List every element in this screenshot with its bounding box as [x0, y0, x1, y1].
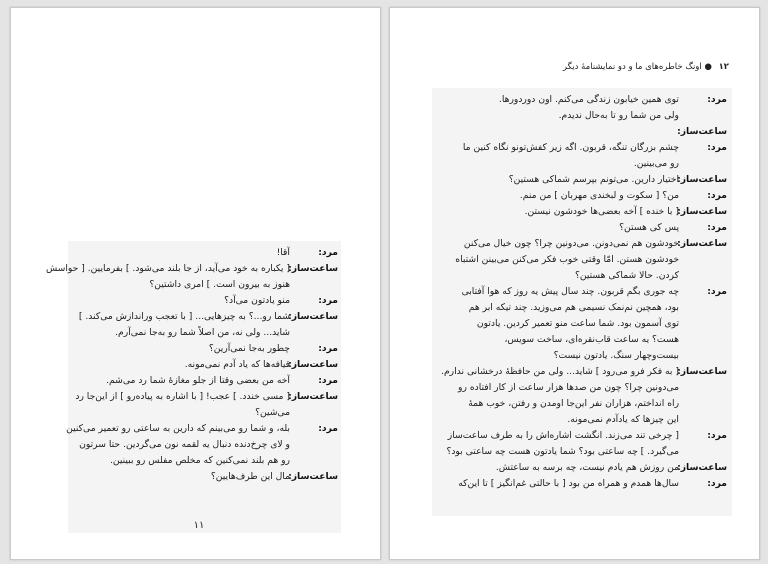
- speaker-label: مرد:: [707, 94, 727, 105]
- dialogue-turn: [437, 220, 727, 236]
- speaker-label: مرد:: [707, 478, 727, 489]
- dialogue-line: می‌گیرد. ] چه ساعتی بود؟ شما یادتون هست چه ساعتی بود؟: [446, 446, 679, 457]
- dialogue-line: من روزش هم یادم نیست، چه برسه به ساعتش.: [495, 462, 679, 473]
- speaker-label: ساعت‌ساز:: [288, 359, 338, 370]
- speaker-label: ساعت‌ساز:: [677, 126, 727, 137]
- speaker-label: ساعت‌ساز:: [288, 263, 338, 274]
- dialogue-line: توی آسمون بود. شما ساعت منو تعمیر کردین. یادتون: [476, 318, 679, 329]
- dialogue-line: چه جوری بگم قربون. چند سال پیش یه روز که هوا آفتابی: [461, 286, 679, 297]
- speaker-label: مرد:: [707, 286, 727, 297]
- speaker-label: مرد:: [707, 222, 727, 233]
- dialogue-line: آخه من بعضی وقتا از جلو مغازهٔ شما رد می‌شم.: [106, 375, 290, 386]
- dialogue-line: پس کی هستن؟: [619, 222, 679, 233]
- dialogue-text: [437, 220, 679, 236]
- dialogue-line: هست؟ یه ساعت قاب‌نقره‌ای، ساخت سویس،: [504, 334, 679, 345]
- dialogue-text: [66, 421, 290, 469]
- speaker-label: ساعت‌ساز:: [677, 462, 727, 473]
- page-number: ۱۱: [193, 520, 205, 531]
- speaker-label: ساعت‌ساز:: [288, 391, 338, 402]
- dialogue-turn: [437, 204, 727, 220]
- dialogue-turn: [73, 373, 338, 389]
- dialogue-line: [ به فکر فرو می‌رود ] شاید... ولی من حافظهٔ درخشانی ندارم.: [441, 366, 679, 377]
- dialogue-turn: [73, 389, 338, 421]
- dialogue-line: چطور به‌جا نمی‌آرین؟: [208, 343, 290, 354]
- dialogue-turn: [73, 309, 338, 341]
- dialogue-line: منو یادتون می‌آد؟: [224, 295, 290, 306]
- dialogue-turn: [437, 92, 727, 124]
- dialogue-line: من؟ [ سکوت و لبخندی مهربان ] من منم.: [519, 190, 679, 201]
- dialogue-turn: [437, 476, 727, 492]
- dialogue-text: [73, 389, 290, 421]
- dialogue-text: [437, 92, 679, 124]
- dialogue-turn: [437, 172, 727, 188]
- dialogue-line: سال‌ها همدم و همراه من بود [ با حالتی غم‌انگیز ] تا این‌که: [458, 478, 679, 489]
- dialogue-turn: [73, 341, 338, 357]
- dialogue-turn: [437, 140, 727, 172]
- page-number: ۱۲: [718, 62, 729, 72]
- dialogue-line: [ با خنده ] آخه بعضی‌ها خودشون نیستن.: [524, 206, 679, 217]
- dialogue-text: [437, 284, 679, 364]
- separator-dot: ●: [704, 62, 712, 72]
- dialogue-line: ولی من شما رو تا به‌حال ندیدم.: [558, 110, 679, 121]
- speaker-label: مرد:: [707, 430, 727, 441]
- dialogue-text: [437, 236, 679, 284]
- dialogue-line: بله، و شما رو می‌بینم که دارین به ساعتی رو تعمیر می‌کنین: [66, 423, 290, 434]
- dialogue-block: [45, 245, 338, 485]
- speaker-label: ساعت‌ساز:: [288, 311, 338, 322]
- dialogue-text: [73, 293, 290, 309]
- speaker-label: مرد:: [318, 343, 338, 354]
- dialogue-line: بیست‌وچهار سنگ. یادتون نیست؟: [553, 350, 679, 361]
- dialogue-block: [437, 92, 727, 492]
- dialogue-line: خودشون هم نمی‌دونن. می‌دونین چرا؟ چون خیال می‌کنن: [463, 238, 679, 249]
- speaker-label: مرد:: [707, 190, 727, 201]
- left-page: [10, 7, 381, 560]
- dialogue-text: [437, 172, 679, 188]
- dialogue-line: بود، همچین نم‌نمک نسیمی هم می‌وزید. چند تیکه ابر هم: [468, 302, 679, 313]
- running-head: [563, 62, 729, 72]
- dialogue-line: [ چرخی تند می‌زند. انگشت اشاره‌اش را به طرف ساعت‌ساز: [447, 430, 679, 441]
- dialogue-text: [437, 124, 679, 140]
- dialogue-turn: [437, 460, 727, 476]
- dialogue-line: کردن. حالا شماکی هستین؟: [575, 270, 679, 281]
- dialogue-text: [437, 460, 679, 476]
- dialogue-line: قیافه‌ها که یاد آدم نمی‌مونه.: [184, 359, 290, 370]
- dialogue-line: راه انداختم، هزاران نفر این‌جا اومدن و رفتن، خوب همهٔ: [468, 398, 679, 409]
- dialogue-line: [ مسی خندد. ] عجب! [ با اشاره به پیاده‌رو ] از این‌جا رد: [75, 391, 290, 402]
- dialogue-turn: [437, 124, 727, 140]
- speaker-label: ساعت‌ساز:: [677, 238, 727, 249]
- dialogue-text: [437, 476, 679, 492]
- dialogue-line: [ یکباره به خود می‌آید، از جا بلند می‌شود. ] بفرمایین. [ حواسش: [45, 263, 290, 274]
- dialogue-turn: [73, 293, 338, 309]
- dialogue-text: [73, 373, 290, 389]
- dialogue-turn: [437, 236, 727, 284]
- speaker-label: مرد:: [318, 247, 338, 258]
- dialogue-text: [46, 261, 290, 293]
- dialogue-line: مال این طرف‌هایین؟: [210, 471, 290, 482]
- dialogue-text: [73, 245, 290, 261]
- dialogue-line: این چیزها که یادآدم نمی‌مونه.: [567, 414, 679, 425]
- dialogue-turn: [73, 469, 338, 485]
- speaker-label: مرد:: [318, 295, 338, 306]
- dialogue-turn: [45, 261, 338, 293]
- dialogue-turn: [73, 357, 338, 373]
- dialogue-line: توی همین خیابون زندگی می‌کنم. اون دوردورها.: [498, 94, 679, 105]
- dialogue-text: [437, 204, 679, 220]
- speaker-label: مرد:: [318, 423, 338, 434]
- speaker-label: ساعت‌ساز:: [677, 174, 727, 185]
- dialogue-text: [73, 309, 290, 341]
- dialogue-line: هنوز به بیرون است. ] امری داشتین؟: [149, 279, 290, 290]
- dialogue-turn: [437, 428, 727, 460]
- dialogue-line: و لای چرخ‌دنده دنبال یه لقمه نون می‌گردین. حتا سرتون: [79, 439, 290, 450]
- dialogue-text: [437, 188, 679, 204]
- dialogue-line: شما رو...؟ به چیزهایی... [ با تعجب ورانداز‌ش می‌کند. ]: [78, 311, 290, 322]
- speaker-label: ساعت‌ساز:: [677, 366, 727, 377]
- dialogue-text: [437, 428, 679, 460]
- speaker-label: ساعت‌ساز:: [677, 206, 727, 217]
- dialogue-line: چشم بزرگان تنگه، قربون. اگه زیر کفش‌تونو نگاه کنین ما: [462, 142, 679, 153]
- dialogue-turn: [73, 245, 338, 261]
- speaker-label: مرد:: [318, 375, 338, 386]
- speaker-label: ساعت‌ساز:: [288, 471, 338, 482]
- dialogue-line: می‌دونین چرا؟ چون من صدها هزار ساعت از کار افتاده رو: [458, 382, 679, 393]
- dialogue-turn: [437, 364, 727, 428]
- dialogue-turn: [66, 421, 338, 469]
- dialogue-line: آقا!: [276, 247, 290, 258]
- dialogue-line: رو می‌بینین.: [633, 158, 679, 169]
- dialogue-turn: [437, 188, 727, 204]
- dialogue-line: رو هم بلند نمی‌کنین که مخلص مفلس رو ببینین.: [109, 455, 290, 466]
- dialogue-text: [73, 469, 290, 485]
- dialogue-line: شاید... ولی نه، من اصلاً شما رو به‌جا نمی‌آرم.: [115, 327, 290, 338]
- dialogue-line: می‌شین؟: [255, 407, 290, 418]
- dialogue-line: اختیار دارین. می‌تونم بپرسم شماکی هستین؟: [508, 174, 679, 185]
- dialogue-text: [73, 357, 290, 373]
- dialogue-text: [437, 140, 679, 172]
- dialogue-turn: [437, 284, 727, 364]
- dialogue-text: [73, 341, 290, 357]
- book-title: اونگ خاطره‌های ما و دو نمایشنامهٔ دیگر: [562, 62, 702, 72]
- dialogue-line: خودشون هستن. امّا وقتی خوب فکر می‌کنن می‌بینن اشتباه: [455, 254, 679, 265]
- right-page: [389, 7, 760, 560]
- dialogue-text: [437, 364, 679, 428]
- speaker-label: مرد:: [707, 142, 727, 153]
